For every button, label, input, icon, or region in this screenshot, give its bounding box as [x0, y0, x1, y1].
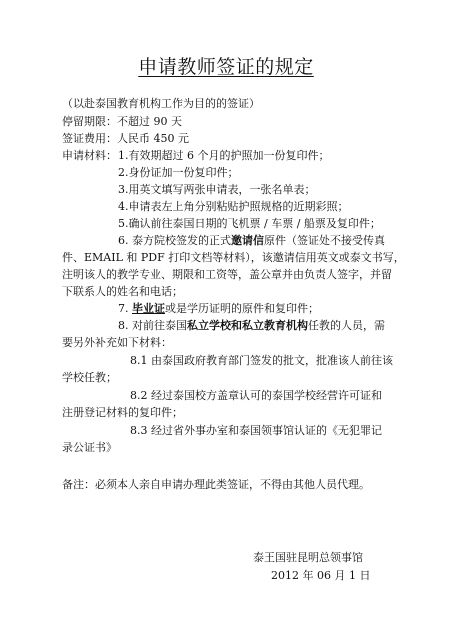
material-item-7	[118, 302, 319, 316]
issuing-consulate: 泰王国驻昆明总领事馆	[253, 551, 363, 564]
material-item-8-2-line-2: 注册登记材料的复印件；	[62, 406, 183, 419]
invitation-letter-emphasis: 邀请信	[231, 234, 264, 247]
materials-label: 申请材料：	[62, 149, 117, 162]
application-note: 备注：必须本人亲自申请办理此类签证，不得由其他人员代理。	[62, 478, 370, 491]
material-item-6-text-b: 原件（签证处不接受传真	[264, 234, 385, 247]
stay-period: 停留期限：不超过 90 天	[62, 115, 182, 128]
material-item-5: 5.确认前往泰国日期的飞机票 / 车票 / 船票及复印件；	[118, 217, 381, 230]
material-item-8-text-a: 8. 对前往泰国	[118, 319, 187, 332]
material-item-8-3-line-2: 录公证书》	[62, 441, 117, 454]
visa-fee: 签证费用：人民币 450 元	[62, 132, 189, 145]
material-item-8-line-2: 要另外补充如下材料：	[62, 336, 172, 349]
material-item-6-line-1	[118, 234, 385, 248]
material-item-6-line-3: 注明该人的教学专业、期限和工资等，盖公章并由负责人签字，并留	[62, 268, 392, 281]
document-title-text: 申请教师签证的规定	[138, 56, 314, 78]
material-item-4: 4.申请表左上角分别粘贴护照规格的近期彩照；	[118, 200, 349, 213]
material-item-8-1-line-2: 学校任教；	[62, 371, 117, 384]
material-item-8-1-line-1: 8.1 由泰国政府教育部门签发的批文，批准该人前往该	[130, 354, 393, 367]
material-item-8-line-1	[118, 319, 385, 333]
material-item-6-line-2: 件、EMAIL 和 PDF 打印文档等材料），该邀请信用英文或泰文书写，	[62, 251, 405, 264]
material-item-7-text-a: 7.	[118, 302, 132, 315]
material-item-3: 3.用英文填写两张申请表，一张名单表；	[118, 183, 316, 196]
document-title	[0, 56, 452, 78]
material-item-8-text-b: 任教的人员，需	[308, 319, 385, 332]
material-item-2: 2.身份证加一份复印件；	[118, 166, 239, 179]
visa-type-subtitle: （以赴泰国教育机构工作为目的的签证）	[62, 97, 260, 110]
material-item-6-text-a: 6. 泰方院校签发的正式	[118, 234, 231, 247]
issue-date: 2012 年 06 月 1 日	[271, 569, 371, 582]
material-item-1: 1.有效期超过 6 个月的护照加一份复印件；	[118, 149, 330, 162]
diploma-emphasis: 毕业证	[132, 302, 165, 315]
material-item-7-text-b: 或是学历证明的原件和复印件；	[165, 302, 319, 315]
material-item-6-line-4: 下联系人的姓名和电话；	[62, 285, 183, 298]
material-item-8-3-line-1: 8.3 经过省外事办室和泰国领事馆认证的《无犯罪记	[130, 424, 382, 437]
private-schools-emphasis: 私立学校和私立教育机构	[187, 319, 308, 332]
material-item-8-2-line-1: 8.2 经过泰国校方盖章认可的泰国学校经营许可证和	[130, 389, 382, 402]
